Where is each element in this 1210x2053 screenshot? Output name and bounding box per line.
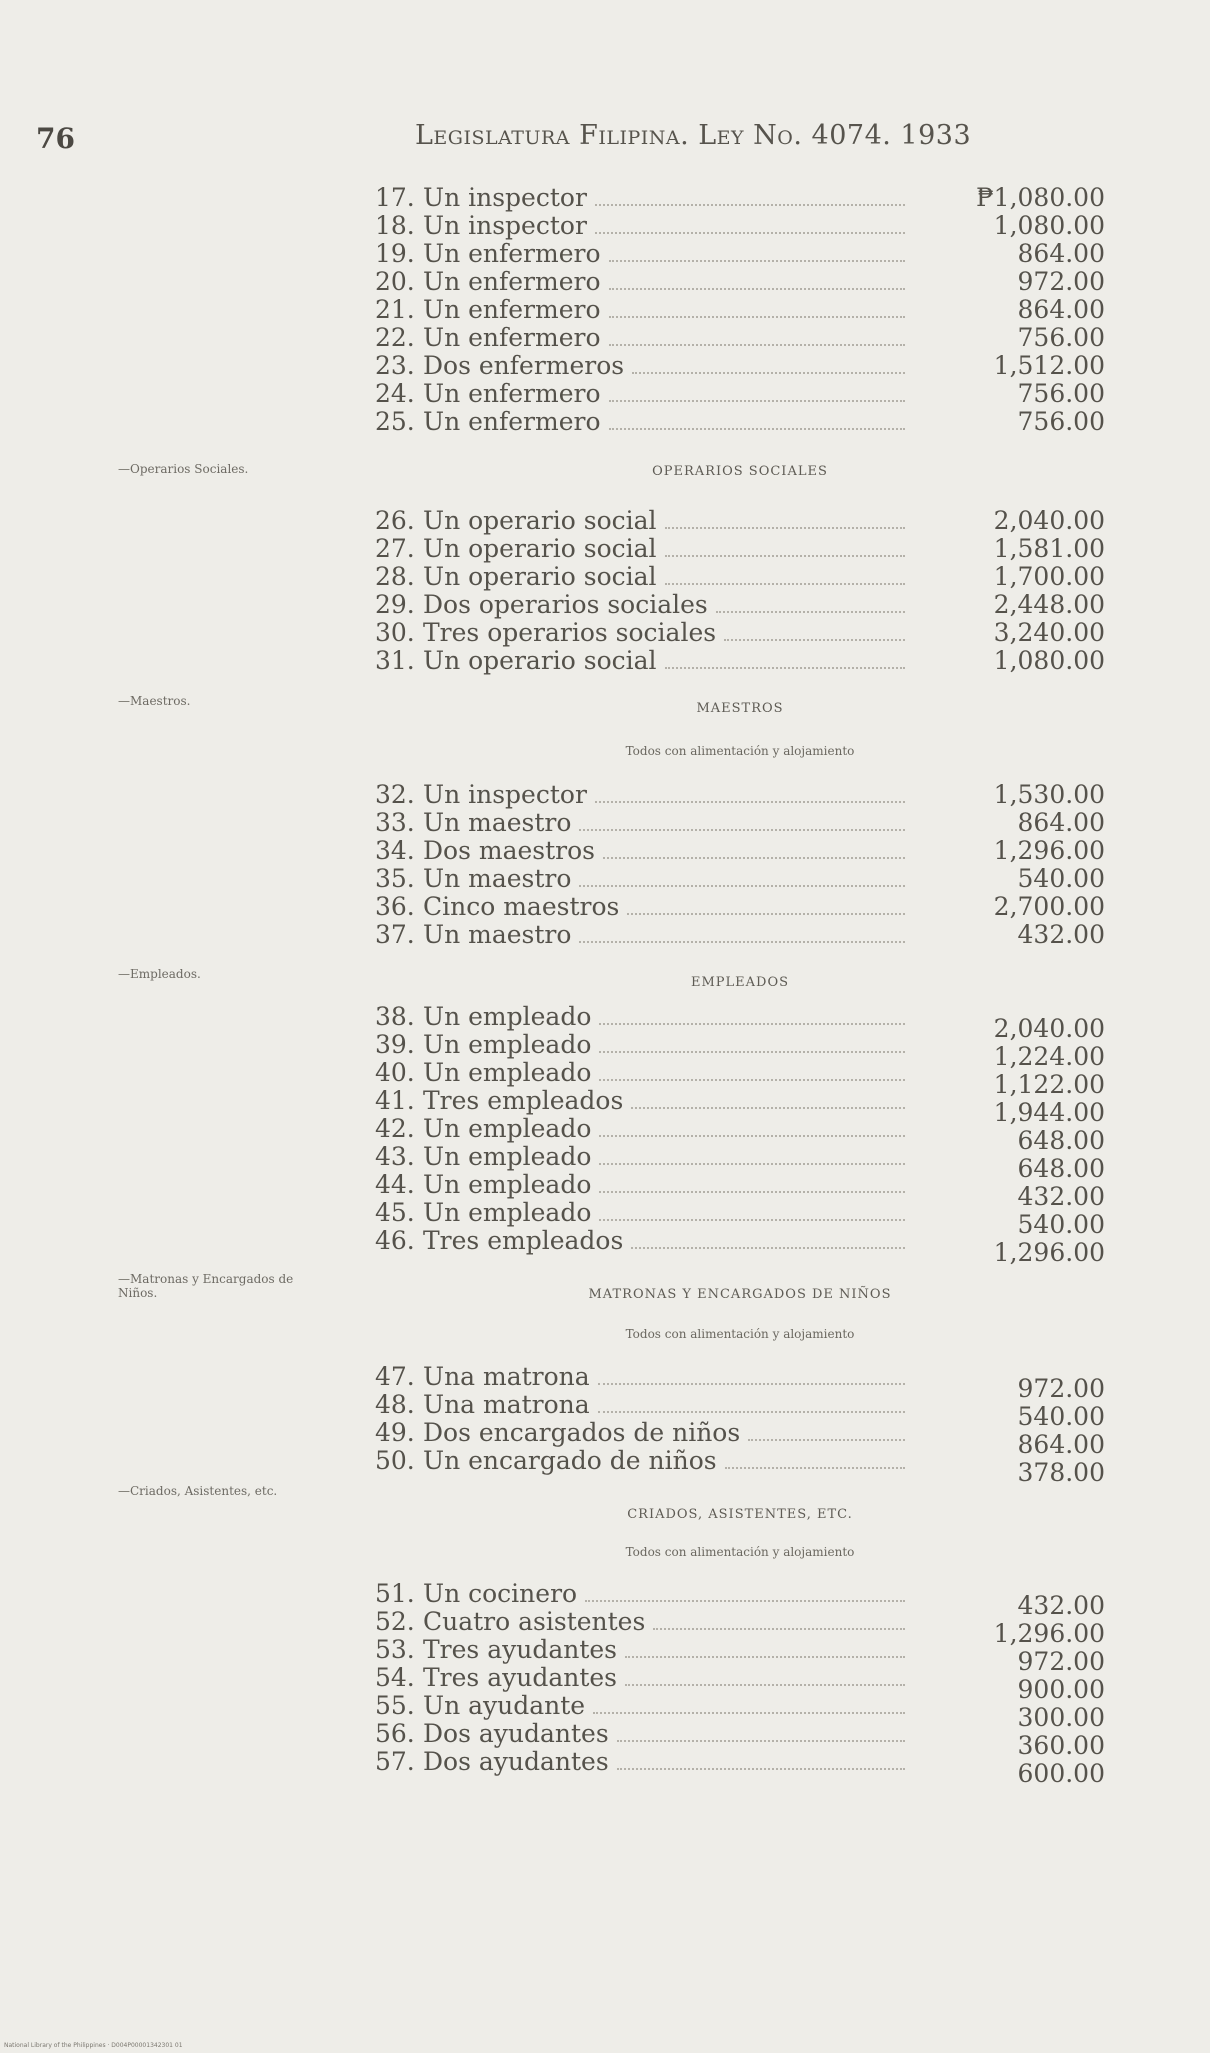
item-label: Tres ayudantes [423, 1635, 618, 1664]
item-amount-row [375, 619, 1105, 647]
item-amount-row [375, 324, 1105, 352]
item-label: Un empleado [423, 1002, 592, 1031]
item-amount: 756.00 [1017, 323, 1105, 352]
item-label: Un enfermero [423, 323, 601, 352]
item-label: Un empleado [423, 1114, 592, 1143]
item-number: 26. [375, 506, 415, 535]
side-note-operarios: —Operarios Sociales. [118, 462, 249, 476]
item-number: 44. [375, 1170, 415, 1199]
item-amount: 360.00 [1017, 1731, 1105, 1760]
item-amount-row [375, 781, 1105, 809]
section-subheading-matronas: Todos con alimentación y alojamiento [625, 1327, 855, 1341]
item-amount: 1,080.00 [993, 646, 1105, 675]
item-amount: 378.00 [1017, 1458, 1105, 1487]
item-amount: 1,296.00 [993, 1619, 1105, 1648]
item-amount: 1,530.00 [993, 780, 1105, 809]
item-label: Un cocinero [423, 1579, 578, 1608]
item-label: Dos ayudantes [423, 1747, 609, 1776]
item-amount-row [375, 591, 1105, 619]
item-amount-row [375, 212, 1105, 240]
item-amount: 972.00 [1017, 267, 1105, 296]
item-amount: 3,240.00 [993, 618, 1105, 647]
item-number: 48. [375, 1390, 415, 1419]
item-amount: 864.00 [1017, 239, 1105, 268]
item-amount-row [375, 837, 1105, 865]
item-number: 56. [375, 1719, 415, 1748]
item-label: Un empleado [423, 1058, 592, 1087]
item-amount: 540.00 [1017, 1402, 1105, 1431]
item-label: Tres operarios sociales [423, 618, 717, 647]
item-amount-row [375, 507, 1105, 535]
item-number: 29. [375, 590, 415, 619]
item-number: 17. [375, 183, 415, 212]
item-label: Un ayudante [423, 1691, 586, 1720]
item-amount: 1,700.00 [993, 562, 1105, 591]
item-number: 39. [375, 1030, 415, 1059]
item-amount: 1,080.00 [993, 211, 1105, 240]
item-label: Un maestro [423, 808, 572, 837]
item-label: Un operario social [423, 534, 657, 563]
item-amount-row [375, 1239, 1105, 1267]
item-amount: 648.00 [1017, 1126, 1105, 1155]
section-subheading-criados: Todos con alimentación y alojamiento [625, 1545, 855, 1559]
item-amount: 2,040.00 [993, 506, 1105, 535]
item-number: 34. [375, 836, 415, 865]
item-number: 37. [375, 920, 415, 949]
item-amount: 2,448.00 [993, 590, 1105, 619]
section-heading-maestros: MAESTROS [696, 701, 784, 716]
item-number: 53. [375, 1635, 415, 1664]
item-amount: 972.00 [1017, 1647, 1105, 1676]
item-label: Tres empleados [423, 1226, 624, 1255]
item-label: Dos enfermeros [423, 351, 625, 380]
item-number: 42. [375, 1114, 415, 1143]
item-number: 46. [375, 1226, 415, 1255]
item-amount: 1,296.00 [993, 836, 1105, 865]
item-amount-row [375, 647, 1105, 675]
item-number: 49. [375, 1418, 415, 1447]
item-number: 27. [375, 534, 415, 563]
footer-credit: National Library of the Philippines · D004P00001342301 01 [4, 2042, 183, 2049]
item-number: 20. [375, 267, 415, 296]
item-number: 31. [375, 646, 415, 675]
item-label: Un empleado [423, 1170, 592, 1199]
item-amount-row [375, 1459, 1105, 1487]
item-amount-row [375, 296, 1105, 324]
item-number: 40. [375, 1058, 415, 1087]
section-heading-empleados: EMPLEADOS [690, 975, 790, 990]
item-amount: 864.00 [1017, 1430, 1105, 1459]
item-number: 50. [375, 1446, 415, 1475]
item-amount-row [375, 268, 1105, 296]
item-number: 35. [375, 864, 415, 893]
item-label: Un maestro [423, 864, 572, 893]
section-subheading-maestros: Todos con alimentación y alojamiento [625, 744, 855, 758]
item-number: 19. [375, 239, 415, 268]
item-amount-row [375, 184, 1105, 212]
item-label: Tres empleados [423, 1086, 624, 1115]
item-label: Cuatro asistentes [423, 1607, 646, 1636]
item-label: Un enfermero [423, 239, 601, 268]
item-label: Dos maestros [423, 836, 595, 865]
item-number: 24. [375, 379, 415, 408]
item-label: Un operario social [423, 506, 657, 535]
item-amount-row [375, 809, 1105, 837]
item-amount: 864.00 [1017, 808, 1105, 837]
item-amount: 756.00 [1017, 379, 1105, 408]
item-number: 32. [375, 780, 415, 809]
item-label: Dos ayudantes [423, 1719, 609, 1748]
item-label: Un enfermero [423, 267, 601, 296]
item-number: 41. [375, 1086, 415, 1115]
item-number: 23. [375, 351, 415, 380]
item-amount: 540.00 [1017, 1210, 1105, 1239]
item-amount-row [375, 1760, 1105, 1788]
item-amount: 1,296.00 [993, 1238, 1105, 1267]
item-amount-row [375, 865, 1105, 893]
section-heading-operarios: OPERARIOS SOCIALES [652, 464, 828, 479]
item-number: 43. [375, 1142, 415, 1171]
item-amount: ₱1,080.00 [976, 183, 1105, 212]
item-amount: 2,040.00 [993, 1014, 1105, 1043]
item-label: Un empleado [423, 1142, 592, 1171]
page-number: 76 [36, 122, 75, 155]
side-note-criados: —Criados, Asistentes, etc. [118, 1484, 278, 1498]
item-number: 47. [375, 1362, 415, 1391]
item-number: 36. [375, 892, 415, 921]
item-label: Dos operarios sociales [423, 590, 708, 619]
item-amount: 432.00 [1017, 1591, 1105, 1620]
item-amount-row [375, 563, 1105, 591]
item-label: Dos encargados de niños [423, 1418, 741, 1447]
item-number: 18. [375, 211, 415, 240]
item-amount: 900.00 [1017, 1675, 1105, 1704]
item-amount: 1,512.00 [993, 351, 1105, 380]
item-label: Una matrona [423, 1362, 590, 1391]
item-amount-row [375, 921, 1105, 949]
item-amount-row [375, 380, 1105, 408]
item-amount-row [375, 535, 1105, 563]
side-note-matronas: —Matronas y Encargados de Niños. [118, 1272, 294, 1300]
item-number: 21. [375, 295, 415, 324]
item-number: 54. [375, 1663, 415, 1692]
item-label: Un empleado [423, 1030, 592, 1059]
item-number: 55. [375, 1691, 415, 1720]
item-amount: 1,224.00 [993, 1042, 1105, 1071]
item-number: 28. [375, 562, 415, 591]
item-label: Cinco maestros [423, 892, 620, 921]
section-heading-criados: CRIADOS, ASISTENTES, ETC. [627, 1507, 853, 1522]
item-label: Un enfermero [423, 407, 601, 436]
item-number: 25. [375, 407, 415, 436]
running-head: Legislatura Filipina. Ley No. 4074. 1933 [415, 120, 972, 151]
item-label: Una matrona [423, 1390, 590, 1419]
item-number: 33. [375, 808, 415, 837]
item-number: 22. [375, 323, 415, 352]
item-amount: 540.00 [1017, 864, 1105, 893]
item-label: Un inspector [423, 780, 587, 809]
side-note-empleados: —Empleados. [118, 967, 201, 981]
item-label: Un operario social [423, 562, 657, 591]
item-amount: 972.00 [1017, 1374, 1105, 1403]
item-number: 57. [375, 1747, 415, 1776]
item-number: 52. [375, 1607, 415, 1636]
item-amount: 600.00 [1017, 1759, 1105, 1788]
side-note-maestros: —Maestros. [118, 694, 191, 708]
item-label: Un maestro [423, 920, 572, 949]
item-amount-row [375, 240, 1105, 268]
item-label: Un encargado de niños [423, 1446, 717, 1475]
item-label: Un enfermero [423, 379, 601, 408]
item-amount: 648.00 [1017, 1154, 1105, 1183]
item-amount: 864.00 [1017, 295, 1105, 324]
item-amount: 432.00 [1017, 1182, 1105, 1211]
section-heading-matronas: MATRONAS Y ENCARGADOS DE NIÑOS [588, 1287, 892, 1302]
item-amount: 2,700.00 [993, 892, 1105, 921]
item-number: 45. [375, 1198, 415, 1227]
item-number: 51. [375, 1579, 415, 1608]
item-amount: 1,944.00 [993, 1098, 1105, 1127]
item-label: Un enfermero [423, 295, 601, 324]
item-amount-row [375, 408, 1105, 436]
item-label: Un operario social [423, 646, 657, 675]
item-number: 38. [375, 1002, 415, 1031]
item-amount: 1,581.00 [993, 534, 1105, 563]
item-label: Un inspector [423, 211, 587, 240]
item-label: Tres ayudantes [423, 1663, 618, 1692]
item-amount-row [375, 893, 1105, 921]
item-label: Un inspector [423, 183, 587, 212]
item-amount: 432.00 [1017, 920, 1105, 949]
item-number: 30. [375, 618, 415, 647]
item-amount: 1,122.00 [993, 1070, 1105, 1099]
item-amount: 300.00 [1017, 1703, 1105, 1732]
item-label: Un empleado [423, 1198, 592, 1227]
item-amount: 756.00 [1017, 407, 1105, 436]
item-amount-row [375, 352, 1105, 380]
